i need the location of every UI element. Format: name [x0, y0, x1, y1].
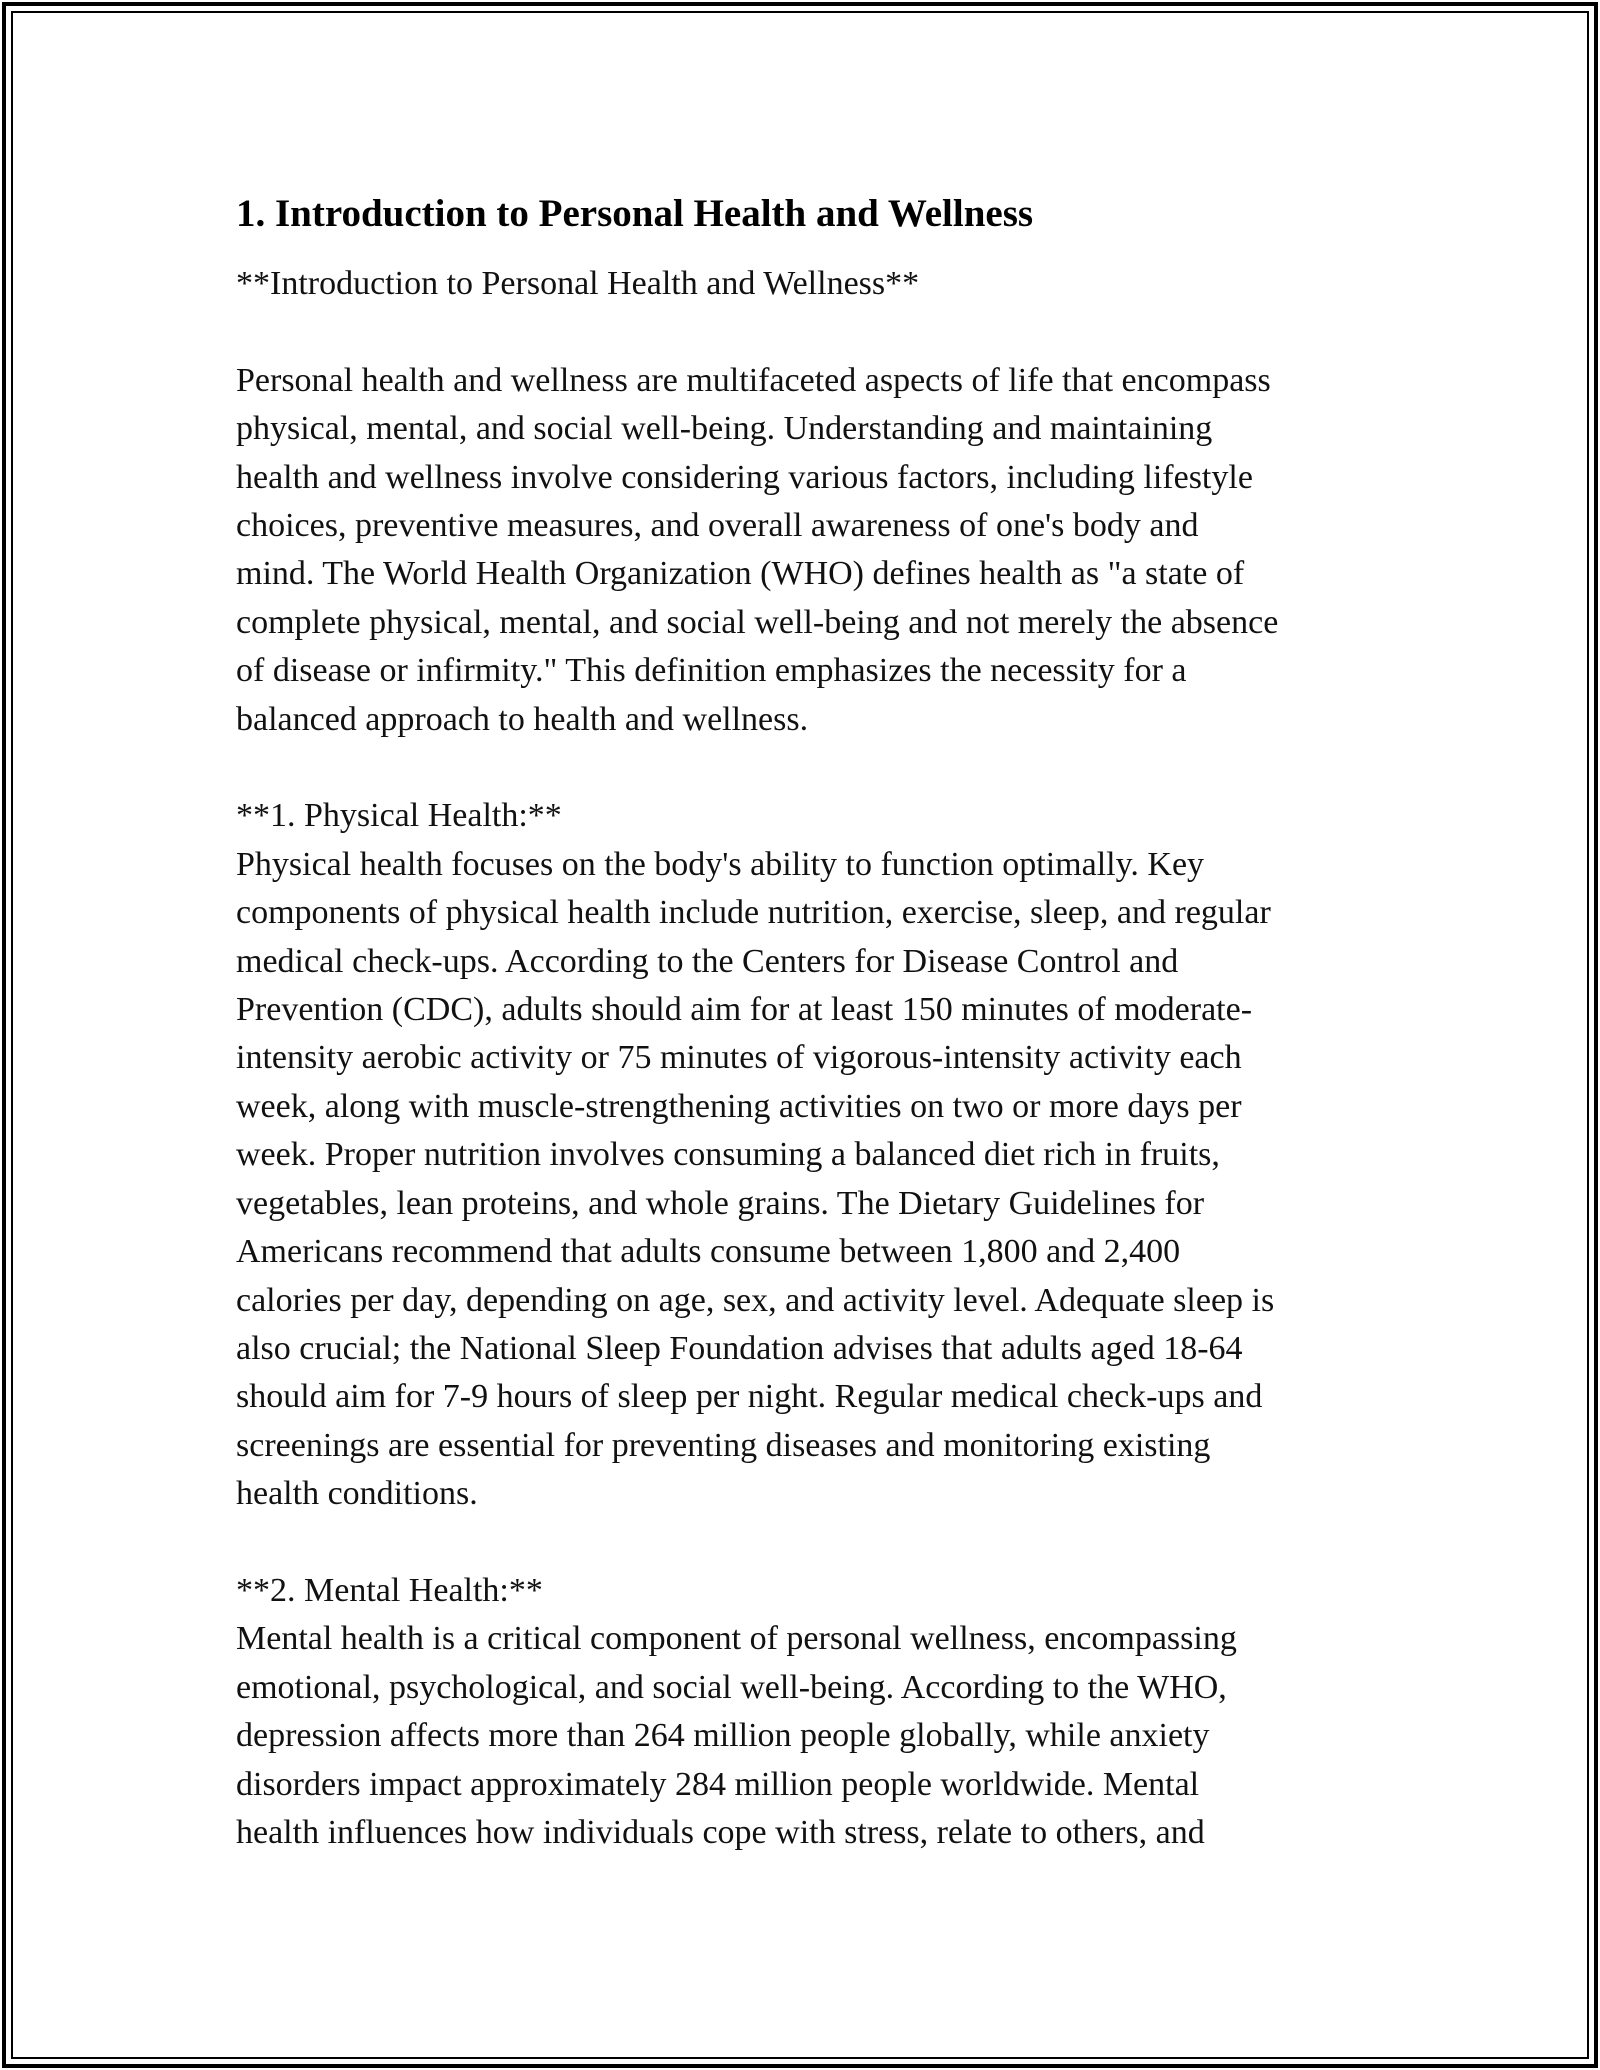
- document-body: [236, 186, 1376, 1857]
- document-subtitle: **Introduction to Personal Health and Wellness**: [236, 265, 920, 302]
- section-title-mental-health: **2. Mental Health:**: [236, 1571, 543, 1609]
- section-title-physical-health: **1. Physical Health:**: [236, 797, 562, 835]
- paragraph-gap: [236, 1519, 1376, 1567]
- document-heading: 1. Introduction to Personal Health and Wellness: [236, 192, 1034, 235]
- paragraph-gap: [236, 308, 1376, 356]
- section-body-mental-health: Mental health is a critical component of personal wellness, encompassing emotional, psychological, and social well-being. According to the WHO, depression affects more than 264 million people globally, while anxiety disorders impact approximately 284 million people worldwide. Mental health influences how individuals cope with stress, relate to others, and: [236, 1620, 1237, 1851]
- section-body-physical-health: Physical health focuses on the body's ability to function optimally. Key components of physical health include nutrition, exercise, sleep, and regular medical check-ups. According to the Centers for Disease Control and Prevention (CDC), adults should aim for at least 150 minutes of moderate- intensity aerobic activity or 75 minutes of vigorous-intensity activity each week, along with muscle-strengthening activities on two or more days per week. Proper nutrition involves consuming a balanced diet rich in fruits, vegetables, lean proteins, and whole grains. The Dietary Guidelines for Americans recommend that adults consume between 1,800 and 2,400 calories per day, depending on age, sex, and activity level. Adequate sleep is also crucial; the National Sleep Foundation advises that adults aged 18-64 should aim for 7-9 hours of sleep per night. Regular medical check-ups and screenings are essential for preventing diseases and monitoring existing health conditions.: [236, 845, 1275, 1513]
- intro-paragraph: Personal health and wellness are multifaceted aspects of life that encompass physical, mental, and social well-being. Understanding and maintaining health and wellness involve considering various factors, including lifestyle choices, preventive measures, and overall awareness of one's body and mind. The World Health Organization (WHO) defines health as "a state of complete physical, mental, and social well-being and not merely the absence of disease or infirmity." This definition emphasizes the necessity for a balanced approach to health and wellness.: [236, 361, 1279, 738]
- paragraph-gap: [236, 744, 1376, 792]
